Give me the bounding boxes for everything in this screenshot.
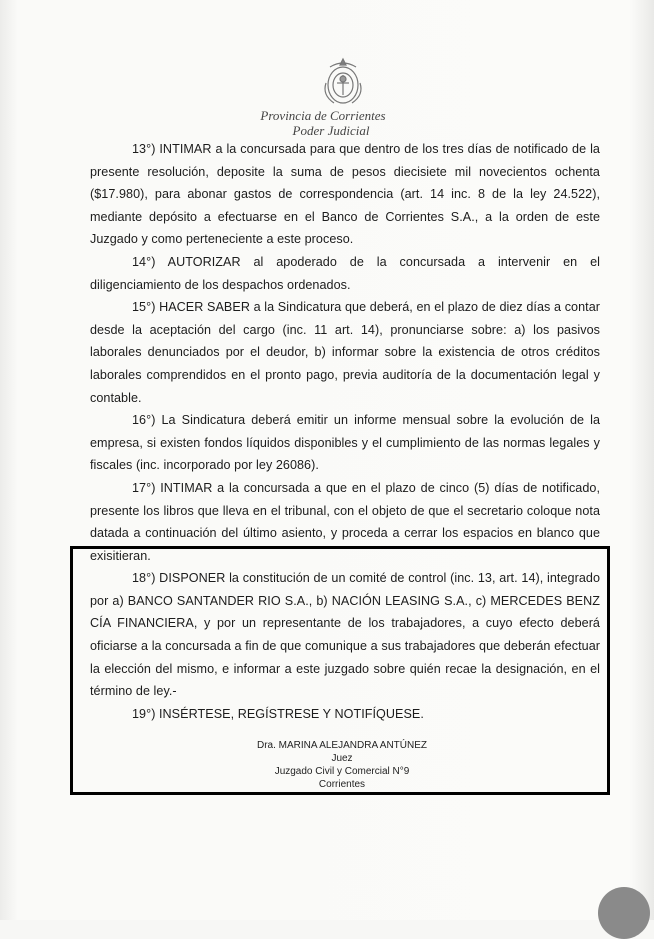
header-province: Provincia de Corrientes [260,108,386,123]
signature-city: Corrientes [318,779,366,790]
highlight-box [70,546,610,795]
signature-court: Juzgado Civil y Comercial N°9 [274,766,410,777]
paragraph-14: 14°) AUTORIZAR al apoderado de la concursada a intervenir en el diligenciamiento de los despachos ordenados. [90,254,600,292]
paragraph-17: 17°) INTIMAR a la concursada a que en el plazo de cinco (5) días de notificado, presente los libros que lleva en el tribunal, con el objeto de que el secretario coloque nota datada a continuación del último asiento, y proceda a cerrar los espacios en blanco que exisitieran. [90,480,600,563]
coat-of-arms-icon [320,55,366,107]
paragraph-19: 19°) INSÉRTESE, REGÍSTRESE Y NOTIFÍQUESE. [132,706,424,721]
paragraph-18: 18°) DISPONER la constitución de un comité de control (inc. 13, art. 14), integrado por a) BANCO SANTANDER RIO S.A., b) NACIÓN LEASING S.A., c) MERCEDES BENZ CÍA FINANCIERA, y por un representante de los trabajadores, a cuyo efecto deberá oficiarse a la concursada a fin de que comunique a sus trabajadores que deberán efectuar la elección del mismo, e informar a este juzgado sobre quién recae la designación, en el término de ley.- [90,571,600,699]
floating-scroll-button[interactable] [598,887,650,939]
signature-name: Dra. MARINA ALEJANDRA ANTÚNEZ [256,740,428,751]
paragraph-13: 13°) INTIMAR a la concursada para que dentro de los tres días de notificado de la presente resolución, deposite la suma de pesos diecisiete mil novecientos ochenta ($17.980), para abonar gastos de correspondencia (art. 14 inc. 8 de la ley 24.522), mediante depósito a efectuarse en el Banco de Corrientes S.A., a la orden de este Juzgado y como perteneciente a este proceso. [90,142,600,247]
header-judicial: Poder Judicial [292,123,370,138]
paragraph-15: 15°) HACER SABER a la Sindicatura que deberá, en el plazo de diez días a contar desde la aceptación del cargo (inc. 11 art. 14), pronunciarse sobre: a) los pasivos laborales denunciados por el deudor, b) informar sobre la existencia de otros créditos laborales comprendidos en el pronto pago, previa auditoría de la documentación legal y contable. [90,300,600,405]
signature-role: Juez [331,753,353,764]
paragraph-16: 16°) La Sindicatura deberá emitir un informe mensual sobre la evolución de la empresa, si existen fondos líquidos disponibles y el cumplimiento de las normas legales y fiscales (inc. incorporado por ley 26086). [90,413,600,473]
